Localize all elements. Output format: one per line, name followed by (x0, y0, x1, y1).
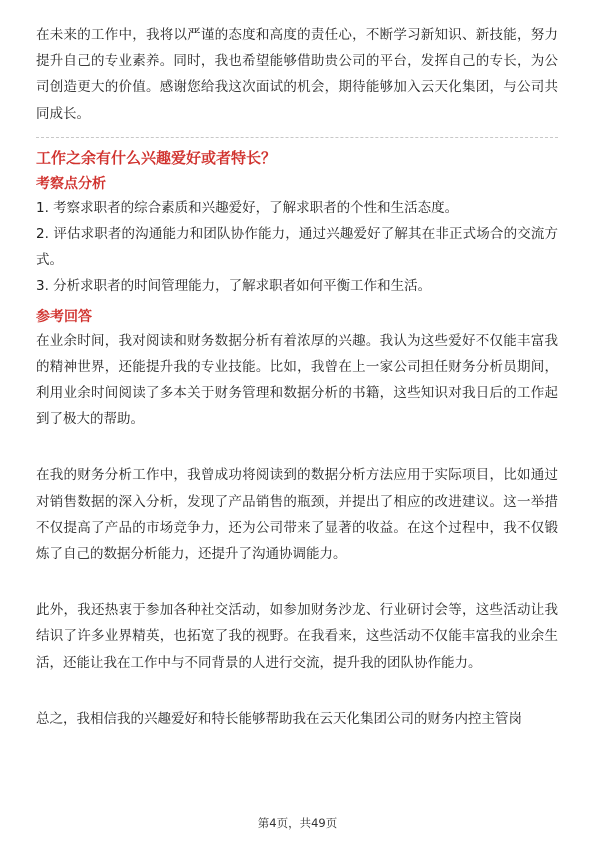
analysis-item-1: 1. 考察求职者的综合素质和兴趣爱好，了解求职者的个性和生活态度。 (36, 199, 459, 216)
analysis-item-2: 2. 评估求职者的沟通能力和团队协作能力，通过兴趣爱好了解其在非正式场合的交流方式。 (36, 226, 558, 269)
page-number-footer: 第4页，共49页 (257, 816, 338, 830)
paragraph-gap (36, 567, 558, 597)
answer-paragraph-4: 总之，我相信我的兴趣爱好和特长能够帮助我在云天化集团公司的财务内控主管岗 (36, 710, 522, 727)
paragraph-gap (36, 432, 558, 462)
answer-paragraph-1: 在业余时间，我对阅读和财务数据分析有着浓厚的兴趣。我认为这些爱好不仅能丰富我的精神世界，还能提升我的专业技能。比如，我曾在上一家公司担任财务分析员期间，利用业余时间阅读了多本关于财务管理和数据分析的书籍，这些知识对我日后的工作起到了极大的帮助。 (36, 332, 558, 428)
page-content (36, 22, 558, 732)
answer-label: 参考回答 (36, 308, 92, 325)
analysis-label: 考察点分析 (36, 175, 106, 192)
answer-paragraph-2: 在我的财务分析工作中，我曾成功将阅读到的数据分析方法应用于实际项目，比如通过对销售数据的深入分析，发现了产品销售的瓶颈，并提出了相应的改进建议。这一举措不仅提高了产品的市场竞争力，还为公司带来了显著的收益。在这个过程中，我不仅锻炼了自己的数据分析能力，还提升了沟通协调能力。 (36, 467, 558, 563)
paragraph-gap (36, 676, 558, 706)
question-heading: 工作之余有什么兴趣爱好或者特长？ (36, 148, 277, 167)
answer-paragraph-3: 此外，我还热衷于参加各种社交活动，如参加财务沙龙、行业研讨会等，这些活动让我结识了许多业界精英，也拓宽了我的视野。在我看来，这些活动不仅能丰富我的业余生活，还能让我在工作中与不同背景的人进行交流，提升我的团队协作能力。 (36, 602, 558, 671)
intro-paragraph: 在未来的工作中，我将以严谨的态度和高度的责任心，不断学习新知识、新技能，努力提升自己的专业素养。同时，我也希望能够借助贵公司的平台，发挥自己的专长，为公司创造更大的价值。感谢您给我这次面试的机会，期待能够加入云天化集团，与公司共同成长。 (36, 27, 558, 122)
section-divider (36, 137, 558, 138)
analysis-item-3: 3. 分析求职者的时间管理能力，了解求职者如何平衡工作和生活。 (36, 278, 432, 295)
